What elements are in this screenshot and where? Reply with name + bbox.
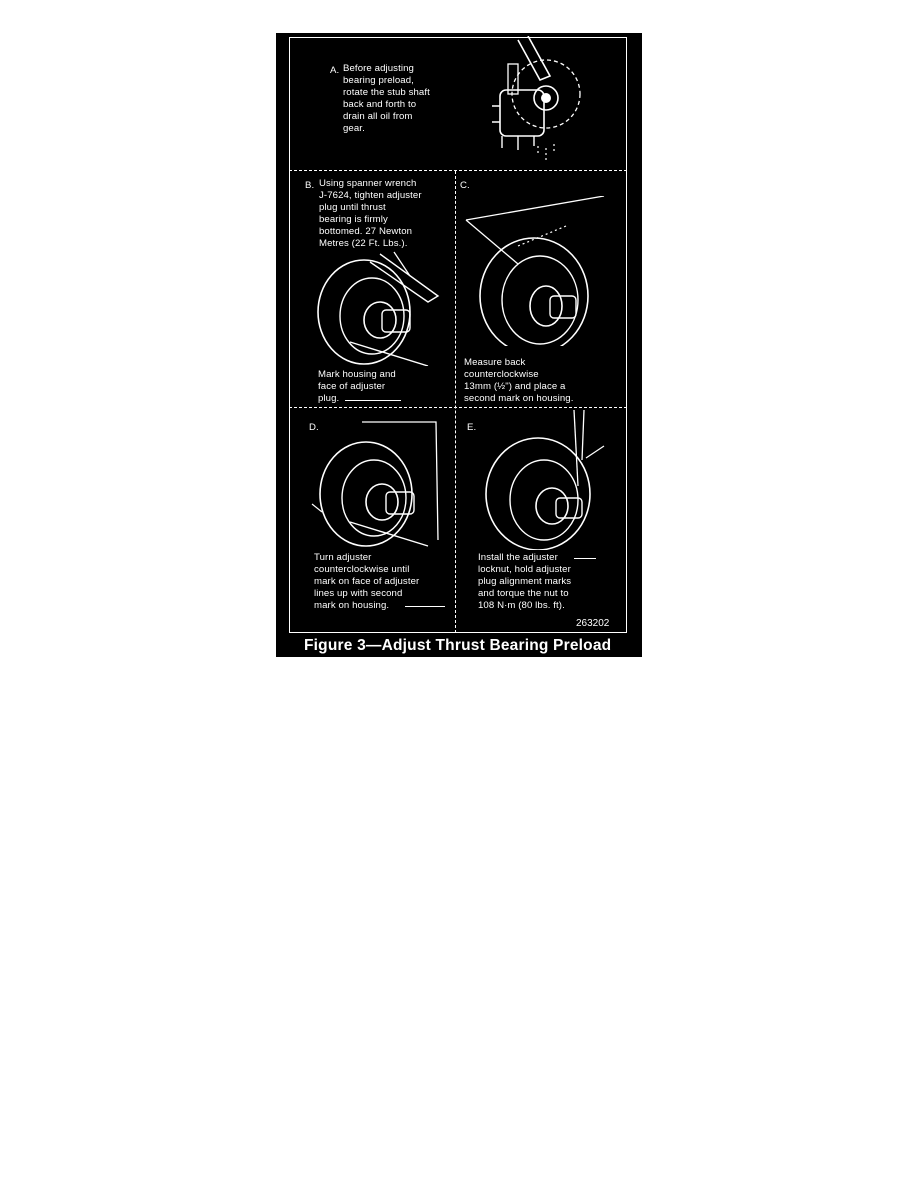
step-d-letter: D. <box>309 422 319 433</box>
step-a-letter: A. <box>330 65 340 76</box>
margin-mark <box>279 182 283 183</box>
step-a-text: Before adjusting bearing preload, rotate the stub shaft back and forth to drain all oil from gear. <box>343 63 430 134</box>
divider-middle <box>289 407 627 408</box>
divider-vertical <box>455 171 456 633</box>
figure-number: 263202 <box>576 618 610 629</box>
step-e-letter: E. <box>467 422 477 433</box>
divider-top <box>289 170 627 171</box>
adjuster-plug-illustration-e <box>478 410 608 550</box>
adjuster-plug-illustration-d <box>310 420 440 550</box>
adjuster-plug-illustration-b <box>310 246 442 366</box>
step-e-pointer <box>574 558 596 559</box>
step-e-note: Install the adjuster locknut, hold adjuster plug alignment marks and torque the nut to 108 N·m (80 lbs. ft). <box>478 552 572 611</box>
step-b-note: Mark housing and face of adjuster plug. <box>318 369 396 404</box>
step-b-pointer <box>345 400 401 401</box>
step-d-pointer <box>405 606 445 607</box>
step-c-note: Measure back counterclockwise 13mm (½") and place a second mark on housing. <box>464 357 574 404</box>
step-c-letter: C. <box>460 180 470 191</box>
steering-gear-illustration <box>488 36 584 168</box>
step-d-note: Turn adjuster counterclockwise until mark on face of adjuster lines up with second mark on housing. <box>314 552 420 611</box>
step-b-text: Using spanner wrench J-7624, tighten adjuster plug until thrust bearing is firmly bottomed. 27 Newton Metres (22 Ft. Lbs.). <box>319 178 422 249</box>
step-b-letter: B. <box>305 180 315 191</box>
adjuster-plug-illustration-c <box>462 196 612 346</box>
figure-caption: Figure 3—Adjust Thrust Bearing Preload <box>304 637 612 654</box>
